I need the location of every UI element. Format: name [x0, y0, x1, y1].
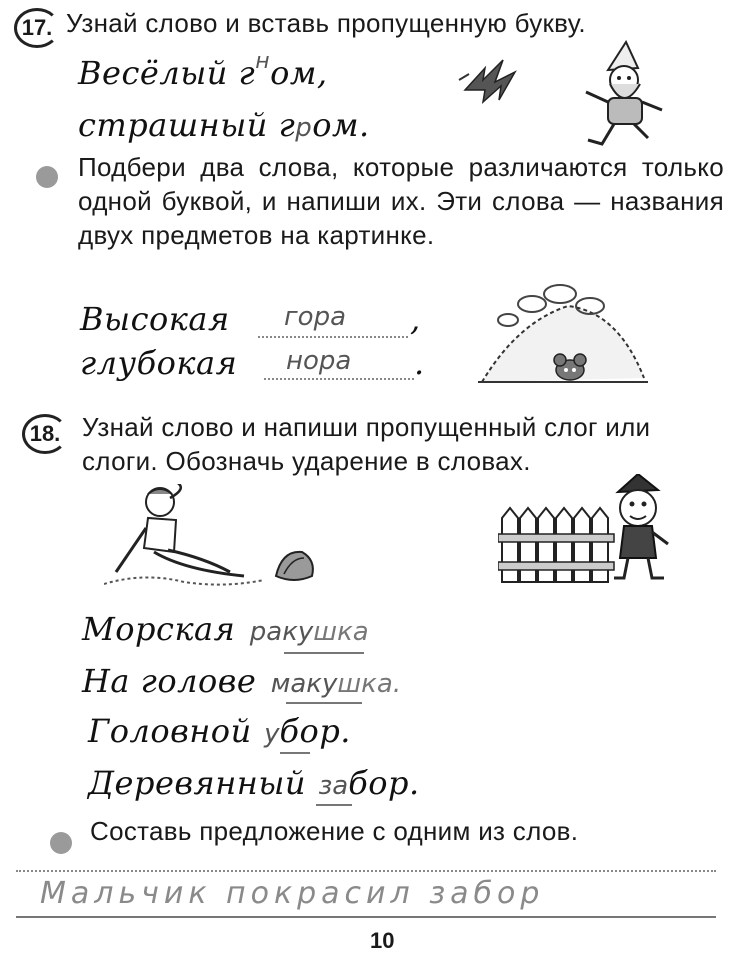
task-18-line-2-guide [286, 702, 362, 704]
task-18-line-2-tail: шка. [337, 669, 402, 699]
task-17-sub-bullet [36, 166, 58, 188]
task-18-line-1-guide [284, 652, 364, 654]
cartoon-character-illustration [602, 474, 674, 582]
task-18-line-4-guide [316, 804, 352, 806]
task-17-sub-instruction: Подбери два слова, которые различаются только одной буквой, и напиши их. Эти слова — названия двух предметов на картинке. [78, 152, 724, 250]
task-17-sub-line-2-answer[interactable]: нора [286, 346, 352, 376]
task-17-line-2-missing-letter[interactable]: р [295, 113, 313, 143]
task-17-line-1 [78, 49, 328, 92]
task-18-line-4-tail: бор. [348, 764, 420, 802]
task-18-line-3-label: Головной [88, 712, 252, 750]
task-17-line-1-start: Весёлый г [78, 54, 256, 92]
task-18-line-3 [88, 712, 428, 756]
task-17-line-2-end: ом. [312, 106, 370, 144]
task-18-instruction: Узнай слово и напиши пропущенный слог или слоги. Обозначь ударение в словах. [82, 412, 651, 476]
writing-line-bottom [16, 916, 716, 918]
task-18-line-1-answer[interactable]: раку [249, 617, 314, 647]
task-17-line-2 [78, 106, 370, 144]
task-18-line-1-label: Морская [82, 610, 236, 648]
task-17-sub-line-1-guide [258, 336, 408, 338]
task-17-line-1-missing-letter[interactable]: н [255, 49, 271, 74]
task-17-number-text: 17. [21, 15, 53, 40]
task-18-sub-handwritten-answer[interactable]: Мальчик покрасил забор [40, 876, 545, 911]
task-17-number [14, 8, 60, 48]
task-18-number [22, 414, 68, 454]
task-18-line-3-answer[interactable]: у [264, 719, 280, 749]
task-17-sub-line-2-guide [264, 378, 414, 380]
task-18-line-2-label: На голове [82, 662, 257, 700]
task-18-sub-bullet [50, 832, 72, 854]
page-number: 10 [370, 928, 395, 953]
mouse-illustration [550, 348, 590, 382]
task-18-line-4-answer[interactable]: за [318, 771, 349, 801]
task-18-number-text: 18. [29, 421, 61, 446]
shell-illustration [272, 546, 318, 586]
task-17-sub-line-2-label: глубокая [80, 344, 238, 382]
task-17-line-2-start: страшный г [78, 106, 296, 144]
lightning-icon [455, 50, 525, 110]
boy-illustration [104, 484, 264, 594]
task-18-line-4-label: Деревянный [88, 764, 307, 802]
task-18-line-3-tail: бор. [279, 712, 351, 750]
writing-line-top [16, 870, 716, 872]
fence-illustration [498, 504, 618, 584]
task-17-line-1-end: ом, [270, 54, 328, 92]
task-18-line-4 [88, 764, 468, 808]
task-18-line-3-guide [280, 752, 310, 754]
task-17-sub-line-2-end: . [414, 344, 425, 382]
task-17-instruction: Узнай слово и вставь пропущенную букву. [66, 8, 586, 38]
task-18-line-1 [82, 610, 482, 654]
task-17-sub-line-1-label: Высокая [80, 300, 230, 338]
task-17-sub-line-1-end: , [410, 300, 421, 338]
gnome-illustration [568, 40, 678, 150]
task-18-line-2-answer[interactable]: маку [270, 669, 338, 699]
task-17-sub-line-1-answer[interactable]: гора [284, 302, 347, 332]
task-18-sub-instruction: Составь предложение с одним из слов. [90, 816, 579, 846]
task-18-line-1-tail: шка [313, 617, 369, 647]
task-18-line-2 [82, 662, 502, 706]
